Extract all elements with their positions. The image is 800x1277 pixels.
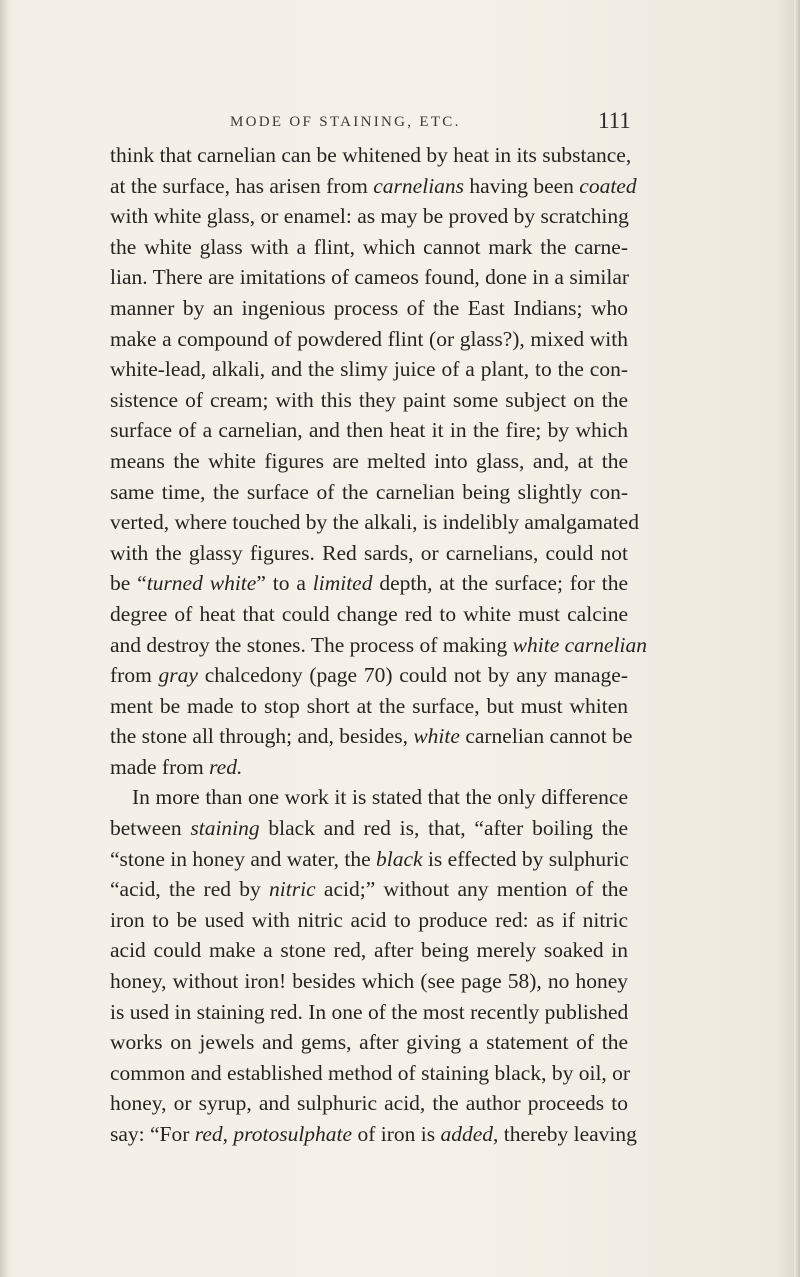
- text-line: [110, 171, 637, 202]
- text-run: be “: [110, 571, 147, 596]
- text-line: [110, 660, 628, 691]
- text-run: chalcedony (page 70) could not by any manage-: [197, 663, 629, 688]
- text-run: common and established method of staining black, by oil, or: [110, 1060, 631, 1085]
- text-run: acid could make a stone red, after being merely soaked in: [110, 938, 628, 963]
- text-run: the stone all through; and, besides,: [110, 724, 414, 749]
- italic-run: added: [440, 1122, 493, 1146]
- text-line: [110, 538, 628, 569]
- text-run: carnelian cannot be: [459, 724, 633, 749]
- text-run: acid;” without any mention of the: [315, 877, 628, 902]
- italic-run: red.: [209, 754, 243, 779]
- text-line: [110, 1119, 637, 1150]
- text-run: with the glassy figures. Red sards, or carnelians, could not: [110, 540, 628, 565]
- text-run: and destroy the stones. The process of making: [110, 632, 513, 657]
- page-spine-shadow: [0, 0, 8, 1277]
- text-run: “stone in honey and water, the: [110, 846, 377, 871]
- text-line: [110, 844, 628, 875]
- text-run: iron to be used with nitric acid to produce red: as if nitric: [110, 907, 628, 932]
- text-run: ment be made to stop short at the surface, but must whiten: [110, 693, 628, 718]
- text-run: works on jewels and gems, after giving a statement of the: [110, 1030, 628, 1055]
- text-run: is effected by sulphuric: [422, 846, 629, 871]
- text-run: make a compound of powdered flint (or glass?), mixed with: [110, 326, 628, 351]
- text-run: In more than one work it is stated that the only difference: [132, 785, 628, 810]
- text-run: manner by an ingenious process of the East Indians; who: [110, 295, 628, 320]
- text-line: [110, 752, 628, 783]
- text-line: [110, 507, 639, 538]
- text-line: [110, 1058, 631, 1089]
- text-line: [110, 966, 628, 997]
- text-run: , thereby leaving: [493, 1122, 637, 1146]
- text-run: having been: [464, 173, 580, 198]
- text-line: [110, 691, 628, 722]
- text-run: at the surface, has arisen from: [110, 173, 374, 198]
- text-run: verted, where touched by the alkali, is indelibly amalgamated: [110, 510, 639, 535]
- text-run: lian. There are imitations of cameos found, done in a similar: [110, 265, 630, 290]
- text-run: the white glass with a flint, which cannot mark the carne-: [110, 234, 628, 259]
- italic-run: gray: [158, 663, 198, 688]
- italic-run: white carnelian: [512, 632, 648, 657]
- text-run: sistence of cream; with this they paint some subject on the: [110, 387, 628, 412]
- text-line: [110, 232, 628, 263]
- text-run: depth, at the surface; for the: [372, 571, 629, 596]
- text-line: [110, 477, 628, 508]
- text-run: honey, or syrup, and sulphuric acid, the author proceeds to: [110, 1091, 628, 1116]
- italic-run: staining: [190, 816, 260, 841]
- italic-run: coated: [579, 173, 637, 198]
- text-line: [110, 1027, 628, 1058]
- text-line: [110, 935, 628, 966]
- text-line: [110, 630, 648, 661]
- text-run: white-lead, alkali, and the slimy juice of a plant, to the con-: [110, 357, 628, 382]
- text-line: [110, 415, 628, 446]
- text-run: with white glass, or enamel: as may be proved by scratching: [110, 204, 629, 229]
- text-run: between: [110, 816, 191, 841]
- text-line: [110, 324, 628, 355]
- text-run: made from: [110, 754, 210, 779]
- text-line: [110, 1088, 628, 1119]
- text-line: [110, 262, 628, 293]
- text-line: [110, 293, 628, 324]
- text-run: surface of a carnelian, and then heat it in the fire; by which: [110, 418, 628, 443]
- text-run: “acid, the red by: [110, 877, 270, 902]
- text-line: [110, 905, 628, 936]
- text-run: honey, without iron! besides which (see page 58), no honey: [110, 969, 628, 994]
- text-line: [110, 568, 628, 599]
- text-line: [110, 599, 628, 630]
- text-run: from: [110, 663, 159, 688]
- text-line: [110, 874, 628, 905]
- text-run: black and red is, that, “after boiling the: [259, 816, 628, 841]
- text-run: same time, the surface of the carnelian being slightly con-: [110, 479, 628, 504]
- text-run: think that carnelian can be whitened by heat in its substance,: [110, 143, 632, 167]
- text-run: ” to a: [256, 571, 313, 596]
- running-title: MODE OF STAINING, ETC.: [230, 114, 461, 130]
- italic-run: turned white: [146, 571, 257, 596]
- italic-run: red, protosulphate: [194, 1122, 353, 1146]
- text-run: say: “For: [110, 1122, 195, 1146]
- text-line: [110, 813, 628, 844]
- text-line: [110, 385, 628, 416]
- italic-run: white: [413, 724, 460, 749]
- text-line: [110, 140, 632, 171]
- page-edge-shadow: [794, 0, 800, 1277]
- text-run: is used in staining red. In one of the most recently published: [110, 999, 629, 1024]
- body-text: [110, 140, 648, 1150]
- text-run: degree of heat that could change red to white must calcine: [110, 601, 628, 626]
- text-line: [110, 446, 628, 477]
- text-run: means the white figures are melted into glass, and, at the: [110, 448, 628, 473]
- text-line: [110, 354, 628, 385]
- italic-run: carnelians: [373, 173, 465, 198]
- text-line: [110, 997, 628, 1028]
- italic-run: limited: [312, 571, 373, 596]
- text-line: [110, 782, 628, 813]
- italic-run: nitric: [269, 877, 316, 902]
- text-run: of iron is: [352, 1122, 441, 1146]
- italic-run: black: [376, 846, 423, 871]
- text-line: [110, 721, 633, 752]
- page-number: 111: [598, 108, 631, 133]
- text-line: [110, 201, 628, 232]
